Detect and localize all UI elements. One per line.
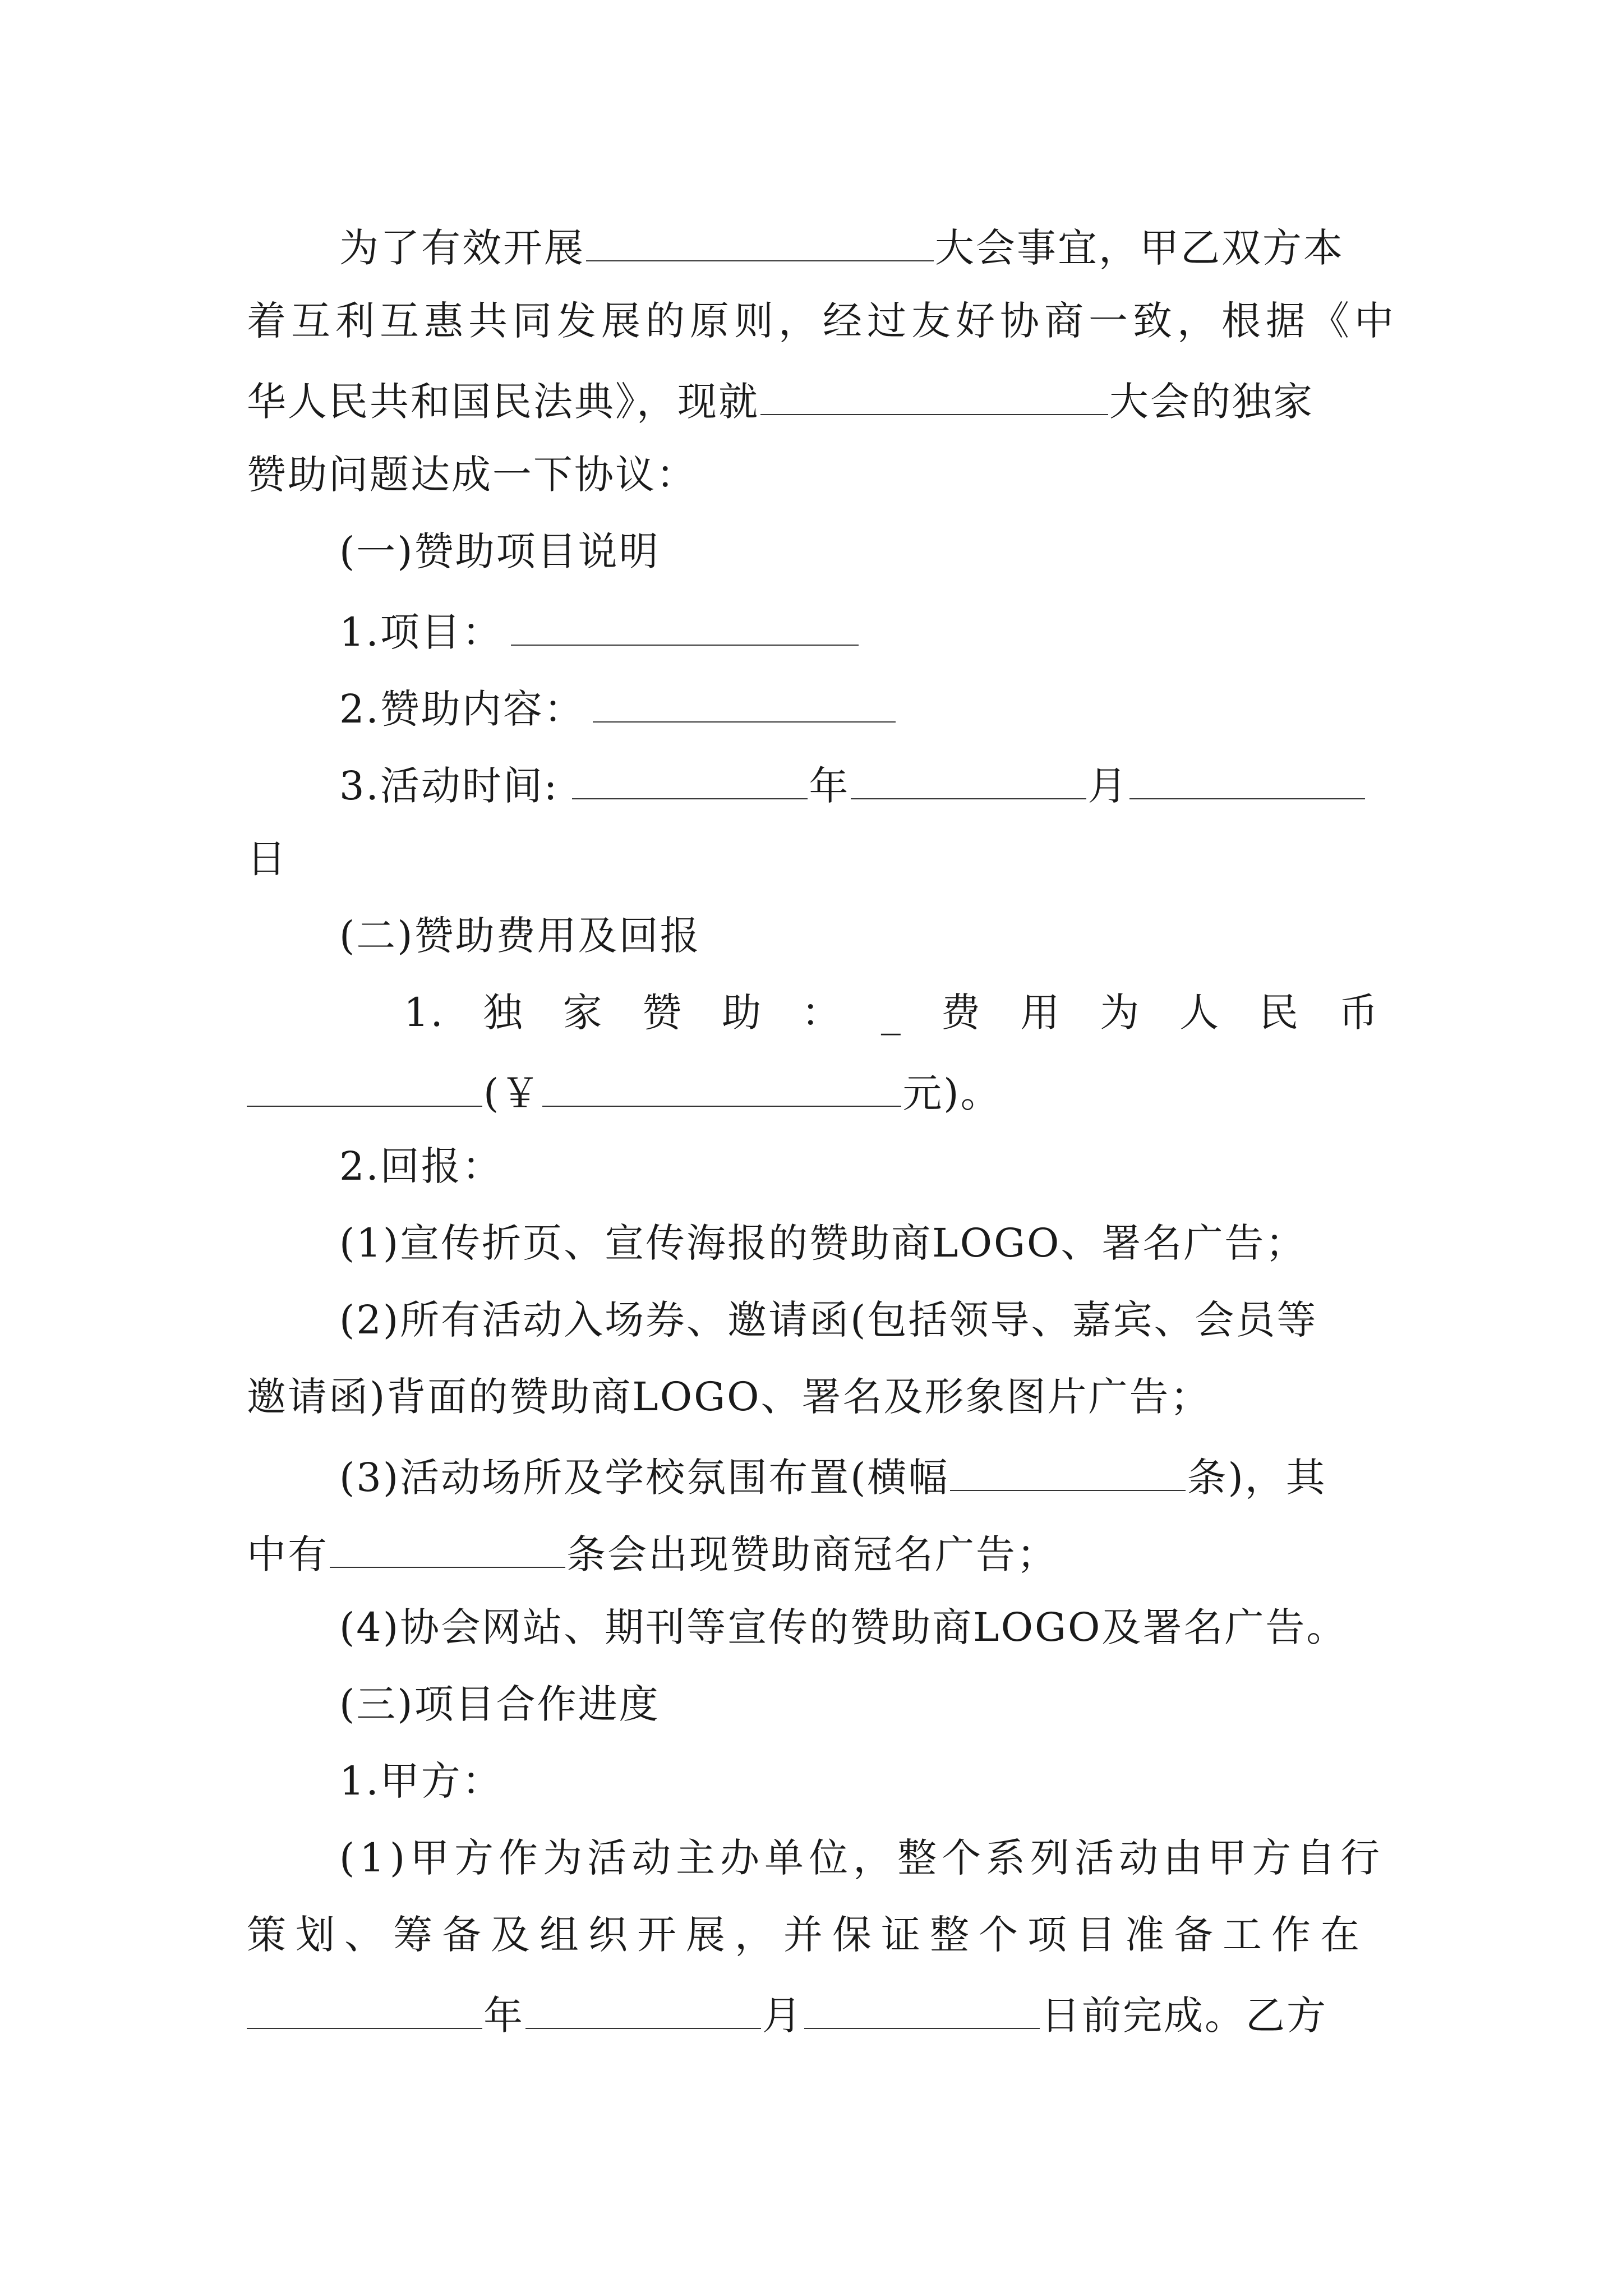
return-text: (2)所有活动入场券、邀请函(包括领导、嘉宾、会员等 (339, 1297, 1318, 1343)
return-item-3-line-1 (339, 1454, 1327, 1501)
fee-char: _ (880, 990, 902, 1036)
fee-char: 赞 (642, 990, 684, 1036)
banner-count-blank[interactable] (950, 1454, 1186, 1491)
month-label: 月 (1087, 763, 1129, 809)
fee-char: 用 (1020, 990, 1062, 1036)
return-text: 邀请函)背面的赞助商LOGO、署名及形象图片广告； (247, 1374, 1211, 1420)
month-label: 月 (762, 1993, 803, 2039)
body-text: 日前完成。乙方 (1041, 1993, 1327, 2039)
event-name-blank[interactable] (586, 224, 934, 261)
label-text: 1.项目： (339, 609, 503, 655)
return-item-2-line-1 (339, 1297, 1318, 1343)
fee-amount-blank[interactable] (542, 1070, 901, 1107)
return-text: (4)协会网站、期刊等宣传的赞助商LOGO及署名广告。 (339, 1604, 1348, 1650)
fee-char: 人 (1179, 990, 1221, 1036)
section-2-heading (339, 913, 701, 959)
body-text: (1)甲方作为活动主办单位，整个系列活动由甲方自行 (339, 1835, 1385, 1881)
intro-line-1 (339, 224, 1344, 271)
named-banner-count-blank[interactable] (330, 1531, 565, 1568)
fee-char: 1. (404, 990, 445, 1036)
project-line (339, 609, 860, 655)
deadline-year-blank[interactable] (247, 1992, 482, 2029)
fee-char: 费 (940, 990, 982, 1036)
party-a-heading (339, 1758, 503, 1804)
party-a-item-1-line-1 (339, 1835, 1385, 1881)
deadline-day-blank[interactable] (804, 1992, 1040, 2029)
section-1-heading (339, 528, 660, 574)
intro-text: 着互利互惠共同发展的原则，经过友好协商一致，根据《中 (247, 298, 1399, 344)
return-item-3-line-2 (247, 1531, 1058, 1577)
year-label: 年 (483, 1993, 524, 2039)
content-blank[interactable] (593, 685, 896, 723)
sponsor-fee-line-1 (404, 990, 1380, 1036)
fee-char: 独 (483, 990, 524, 1036)
fee-char: 为 (1100, 990, 1141, 1036)
sponsor-fee-line-2 (247, 1070, 1002, 1116)
return-text: 中有 (247, 1531, 329, 1577)
activity-time-line-2 (247, 836, 288, 882)
day-label: 日 (247, 836, 288, 882)
year-blank[interactable] (572, 762, 808, 799)
body-text: 策划、筹备及组织开展，并保证整个项目准备工作在 (247, 1912, 1369, 1958)
currency-open: (￥ (483, 1070, 542, 1116)
project-blank[interactable] (511, 609, 859, 646)
return-text: 条会出现赞助商冠名广告； (566, 1531, 1058, 1577)
intro-line-3 (247, 378, 1314, 425)
return-item-4 (339, 1604, 1348, 1650)
fee-char: 民 (1259, 990, 1301, 1036)
intro-text: 大会的独家 (1109, 379, 1314, 425)
month-blank[interactable] (851, 762, 1086, 799)
return-text: (1)宣传折页、宣传海报的赞助商LOGO、署名广告； (339, 1220, 1307, 1266)
fee-char: 币 (1338, 990, 1380, 1036)
section-3-heading (339, 1681, 660, 1727)
intro-text: 华人民共和国民法典》，现就 (247, 379, 759, 425)
heading-text: (三)项目合作进度 (339, 1681, 660, 1727)
year-label: 年 (809, 763, 850, 809)
conference-name-blank[interactable] (760, 378, 1108, 415)
fee-char: ： (801, 990, 843, 1036)
fee-words-blank[interactable] (247, 1070, 482, 1107)
intro-line-4 (247, 452, 697, 498)
intro-text: 大会事宜，甲乙双方本 (935, 225, 1344, 271)
return-item-2-line-2 (247, 1374, 1211, 1420)
intro-line-2 (247, 298, 1399, 344)
deadline-month-blank[interactable] (525, 1992, 761, 2029)
label-text: 2.回报： (339, 1143, 503, 1189)
return-heading (339, 1143, 503, 1189)
return-text: 条)，其 (1187, 1455, 1327, 1501)
currency-close: 元)。 (902, 1070, 1002, 1116)
fee-char: 家 (562, 990, 604, 1036)
heading-text: (一)赞助项目说明 (339, 528, 660, 574)
label-text: 1.甲方： (339, 1758, 503, 1804)
activity-time-line (339, 762, 1366, 809)
label-text: 2.赞助内容： (339, 686, 585, 732)
party-a-item-1-line-2 (247, 1912, 1369, 1958)
return-text: (3)活动场所及学校氛围布置(横幅 (339, 1455, 949, 1501)
party-a-item-1-line-3 (247, 1992, 1327, 2039)
return-item-1 (339, 1220, 1307, 1266)
day-blank[interactable] (1129, 762, 1365, 799)
heading-text: (二)赞助费用及回报 (339, 913, 701, 959)
intro-text: 赞助问题达成一下协议： (247, 452, 697, 498)
intro-text: 为了有效开展 (339, 225, 585, 271)
label-text: 3.活动时间: (339, 763, 559, 809)
content-line (339, 685, 897, 732)
fee-char: 助 (722, 990, 763, 1036)
